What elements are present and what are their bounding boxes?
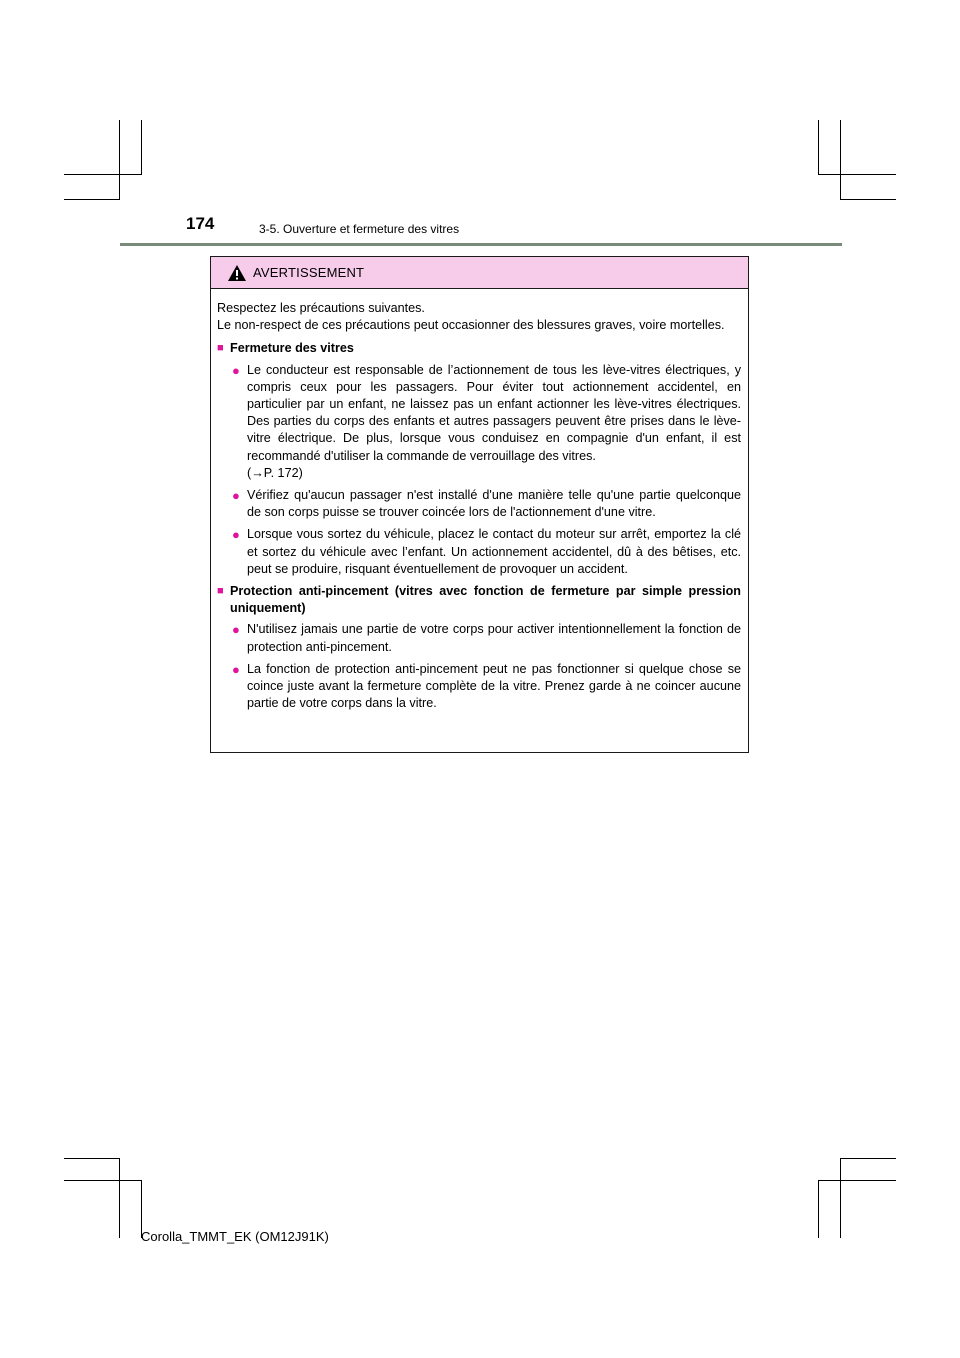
crop-mark <box>141 120 142 174</box>
list-item-text: N'utilisez jamais une partie de votre corps pour activer intentionnellement la fonction de protection anti-pincement. <box>247 622 741 654</box>
dot-bullet-icon: ● <box>232 362 240 378</box>
list-item-text: Lorsque vous sortez du véhicule, placez le contact du moteur sur arrêt, emportez la clé et sortez du véhicule avec l’enfant. Un actionnement accidentel, dû à des bêtises, etc. peut se produire, risquant éventuellement de provoquer un accident. <box>247 527 741 576</box>
list-item <box>217 526 741 578</box>
section-heading <box>217 340 741 357</box>
list-item <box>217 621 741 655</box>
crop-mark <box>840 120 841 200</box>
crop-mark <box>64 199 120 200</box>
list-item-text <box>247 362 741 482</box>
page-number: 174 <box>186 214 215 233</box>
crop-mark <box>64 1180 142 1181</box>
list-item <box>217 362 741 482</box>
section-heading-text: Protection anti-pincement (vitres avec fonction de fermeture par simple pression uniquement) <box>230 584 741 616</box>
crop-mark <box>840 1158 841 1238</box>
warning-intro <box>217 300 741 334</box>
crop-mark <box>818 120 819 174</box>
crop-mark <box>840 199 896 200</box>
crop-mark <box>64 1158 120 1159</box>
crop-mark <box>119 120 120 200</box>
list-item-body: Le conducteur est responsable de l’actionnement de tous les lève-vitres électriques, y compris ceux pour les passagers. Pour éviter tout actionnement accidentel, en particulier par un enfant, ne laissez pas un enfant actionner les lève-vitres électriques. Des parties du corps des enfants et autres passagers peuvent être prises dans le lève-vitre électrique. De plus, lorsque vous conduisez en compagnie d'un enfant, il est recommandé d'utiliser la commande de verrouillage des vitres. <box>247 362 741 463</box>
square-bullet-icon: ■ <box>217 342 224 355</box>
intro-line: Respectez les précautions suivantes. <box>217 301 425 315</box>
list-item-text: Vérifiez qu'aucun passager n'est installé d'une manière telle qu'une partie quelconque de son corps puisse se trouver coincée lors de l'actionnement d'une vitre. <box>247 488 741 520</box>
crop-mark <box>119 1158 120 1238</box>
header-rule <box>120 243 842 246</box>
page-reference: (→P. 172) <box>247 465 303 480</box>
section-title: 3-5. Ouverture et fermeture des vitres <box>259 222 460 236</box>
section-heading-text: Fermeture des vitres <box>230 341 354 356</box>
dot-bullet-icon: ● <box>232 661 240 677</box>
warning-section <box>217 340 741 578</box>
square-bullet-icon: ■ <box>217 585 224 598</box>
crop-mark <box>818 1180 819 1238</box>
warning-box <box>210 256 749 753</box>
crop-mark <box>818 174 896 175</box>
warning-header <box>211 257 748 289</box>
warning-body <box>211 289 748 712</box>
list-item-text: La fonction de protection anti-pincement peut ne pas fonctionner si quelque chose se coince juste avant la fermeture complète de la vitre. Prenez garde à ne coincer aucune partie de votre corps dans la vitre. <box>247 661 741 711</box>
warning-section <box>217 583 741 712</box>
footer-document-id: Corolla_TMMT_EK (OM12J91K) <box>141 1229 329 1244</box>
warning-title: AVERTISSEMENT <box>253 265 365 280</box>
crop-mark <box>64 174 142 175</box>
list-item <box>217 661 741 713</box>
section-heading <box>217 583 741 617</box>
dot-bullet-icon: ● <box>232 622 240 638</box>
warning-triangle-icon <box>227 264 247 282</box>
crop-mark <box>818 1180 896 1181</box>
crop-mark <box>840 1158 896 1159</box>
dot-bullet-icon: ● <box>232 488 240 504</box>
dot-bullet-icon: ● <box>232 527 240 543</box>
list-item <box>217 487 741 521</box>
intro-line: Le non-respect de ces précautions peut occasionner des blessures graves, voire mortelles. <box>217 318 725 333</box>
